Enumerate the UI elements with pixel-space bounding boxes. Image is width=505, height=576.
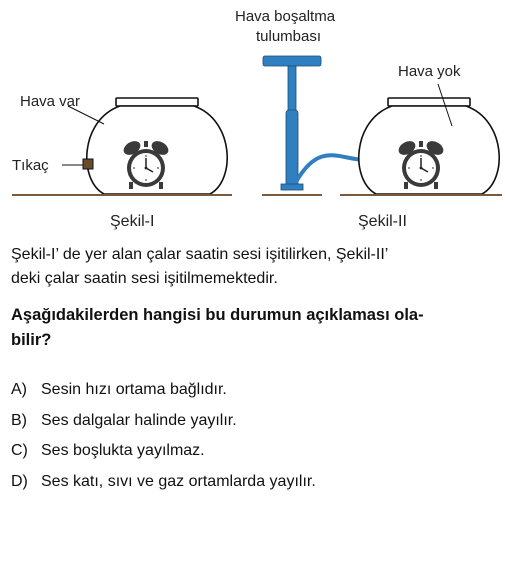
option-a-text: Sesin hızı ortama bağlıdır. (41, 381, 227, 398)
option-a[interactable] (11, 381, 227, 399)
question-line2: bilir? (11, 331, 52, 349)
left-air-label: Hava var (20, 93, 81, 110)
question (11, 303, 501, 353)
option-d-letter: D) (11, 473, 28, 490)
statement-line2: deki çalar saatin sesi işitilmemektedir. (11, 270, 278, 287)
option-d[interactable] (11, 473, 316, 491)
plug-label: Tıkaç (12, 157, 49, 174)
statement (11, 243, 501, 291)
pump-label-line2: tulumbası (256, 28, 322, 45)
caption-left: Şekil-I (110, 213, 155, 230)
plug-icon (83, 159, 93, 169)
option-c-letter: C) (11, 442, 28, 459)
statement-line1: Şekil-I’ de yer alan çalar saatin sesi işitilirken, Şekil-II’ (11, 246, 389, 263)
option-b[interactable] (11, 412, 237, 430)
question-line1: Aşağıdakilerden hangisi bu durumun açıklaması ola- (11, 306, 424, 324)
option-c-text: Ses boşlukta yayılmaz. (41, 442, 205, 459)
option-d-text: Ses katı, sıvı ve gaz ortamlarda yayılır. (41, 473, 316, 490)
caption-right: Şekil-II (358, 213, 407, 230)
option-b-letter: B) (11, 412, 27, 429)
left-bell-jar (87, 98, 227, 194)
vacuum-pump (263, 56, 366, 190)
right-bell-jar (359, 98, 499, 194)
option-a-letter: A) (11, 381, 27, 398)
option-b-text: Ses dalgalar halinde yayılır. (41, 412, 237, 429)
option-c[interactable] (11, 442, 205, 460)
pump-label-line1: Hava boşaltma (235, 8, 336, 25)
right-air-label: Hava yok (398, 63, 461, 80)
